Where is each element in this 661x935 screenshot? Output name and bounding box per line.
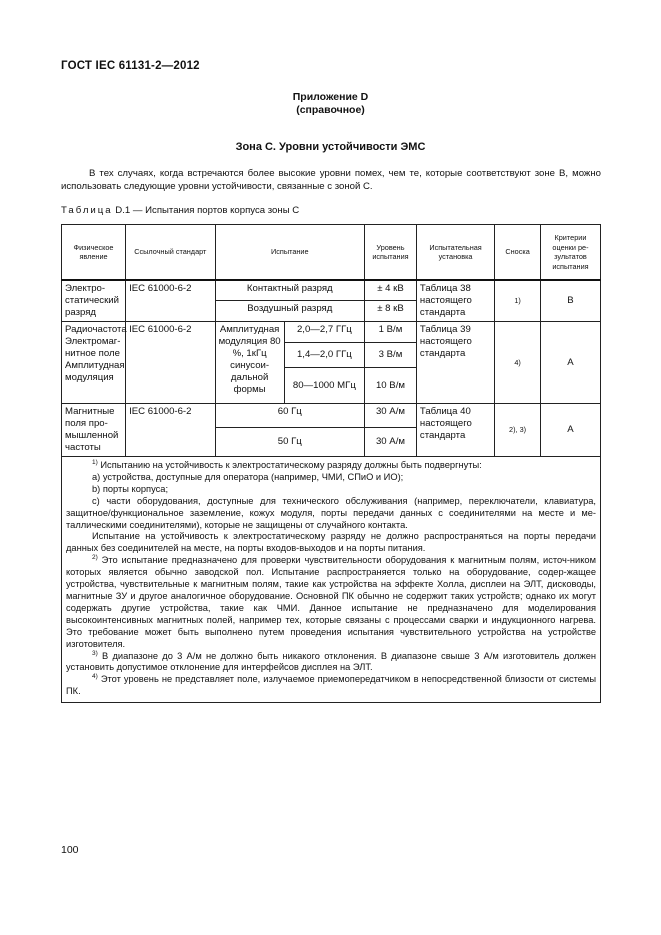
footnote-4-mark: 4) <box>92 673 98 681</box>
header-reference: Ссылочный стандарт <box>126 225 215 281</box>
appendix-heading <box>0 91 661 117</box>
esd-setup: Таблица 38 настоящего стандарта <box>416 280 494 322</box>
appendix-subtitle: (справочное) <box>296 104 365 116</box>
table-caption-text: D.1 — Испытания портов корпуса зоны С <box>112 205 300 216</box>
mf-frequency-1: 60 Гц <box>215 404 364 428</box>
footnote-1-note: Испытание на устойчивость к электростатическому разряду не должно распространяться на порты передачи данных без соединителей на месте, на порты входов-выходов и на порты питания. <box>66 531 596 554</box>
mf-criteria: А <box>540 404 600 457</box>
intro-paragraph <box>61 168 601 193</box>
rf-phenomenon: Радиочастота Электромаг-нитное поле Амплитудная модуляция <box>62 322 126 404</box>
table-row <box>62 280 601 300</box>
mf-setup: Таблица 40 настоящего стандарта <box>416 404 494 457</box>
footnote-1-text: Испытанию на устойчивость к электростатическому разряду должны быть подвергнуты: <box>97 460 482 470</box>
footnote-2 <box>66 555 596 650</box>
footnote-3 <box>66 651 596 675</box>
header-level: Уровень испытания <box>365 225 417 281</box>
rf-level-2: 3 В/м <box>365 343 417 368</box>
footnote-2-mark: 2) <box>92 554 98 562</box>
table-row <box>62 404 601 428</box>
footnote-2-text: Это испытание предназначено для проверки чувствительности оборудования к магнитным полям, источ-ником которых является обычно заводской пол. Испытание распространяется только на оборудование, содер-жащее устройства, чувствительные к магнитным полям, такие как устройства на эффекте Холла, дисплеи на ЭЛТ, дисководы, магнитные ЗУ и другое аналогичное оборудование. Основной ПК обычно не содержит таких устройств; однако их могут содержать другие устройства, такие как ЧМИ. Данное испытание не предназначено для моделирования высокоинтенсивных магнитных полей, например тех, которые связаны с процессами сварки и индукционного нагрева. Это требование может быть выполнено путем проведения испытания чувствительного устройства на устройстве изготовителя. <box>66 555 596 649</box>
mf-level-1: 30 А/м <box>365 404 417 428</box>
header-phenomenon: Физическое явление <box>62 225 126 281</box>
header-note: Сноска <box>495 225 541 281</box>
rf-reference: IEC 61000-6-2 <box>126 322 215 404</box>
rf-band-3: 80—1000 МГц <box>284 368 364 404</box>
emc-test-table <box>61 224 601 703</box>
footnotes-cell <box>62 457 601 703</box>
mf-frequency-2: 50 Гц <box>215 427 364 456</box>
footnote-4-text: Этот уровень не представляет поле, излучаемое приемопередатчиком в непосредственной близости от системы ПК. <box>66 674 596 697</box>
page-number: 100 <box>61 844 79 856</box>
esd-air-level: ± 8 кВ <box>365 300 417 321</box>
table-caption <box>61 205 299 216</box>
footnote-1-item-a: а) устройства, доступные для оператора (например, ЧМИ, СПиО и ИО); <box>92 471 404 482</box>
footnote-1-item-c: с) части оборудования, доступные для технического обслуживания (например, переключатели, клавиатура, защитное/функциональное заземление, кожух модуля, порты передачи данных с соединителями на месте и ме-таллическими соединителями), которые не защищены от случайного контакта. <box>66 495 596 530</box>
esd-criteria: В <box>540 280 600 322</box>
rf-setup: Таблица 39 настоящего стандарта <box>416 322 494 404</box>
table-footnotes-row <box>62 457 601 703</box>
section-title: Зона С. Уровни устойчивости ЭМС <box>235 141 426 153</box>
appendix-title: Приложение D <box>292 91 369 103</box>
rf-band-2: 1,4—2,0 ГГц <box>284 343 364 368</box>
footnote-3-text: В диапазоне до 3 А/м не должно быть никакого отклонения. В диапазоне свыше 3 А/м изготовитель должен установить допустимое отклонение для интерфейсов дисплея на ЭЛТ. <box>66 650 596 673</box>
intro-text: В тех случаях, когда встречаются более высокие уровни помех, чем те, которые соответствуют зоне В, можно использовать следующие уровни устойчивости, связанные с зоной С. <box>61 168 601 192</box>
rf-band-1: 2,0—2,7 ГГц <box>284 322 364 343</box>
esd-contact-test: Контактный разряд <box>215 280 364 300</box>
footnote-1 <box>66 460 596 472</box>
mf-level-2: 30 А/м <box>365 427 417 456</box>
rf-level-3: 10 В/м <box>365 368 417 404</box>
rf-criteria: А <box>540 322 600 404</box>
rf-modulation: Амплитудная модуляция 80 %, 1кГц синусои-дальной формы <box>215 322 284 404</box>
mf-phenomenon: Магнитные поля про-мышленной частоты <box>62 404 126 457</box>
esd-air-test: Воздушный разряд <box>215 300 364 321</box>
mf-reference: IEC 61000-6-2 <box>126 404 215 457</box>
header-setup: Испытательная установка <box>416 225 494 281</box>
esd-reference: IEC 61000-6-2 <box>126 280 215 322</box>
footnote-4 <box>66 674 596 698</box>
footnote-3-mark: 3) <box>92 649 98 657</box>
esd-note: 1) <box>495 280 541 322</box>
document-header: ГОСТ IEC 61131-2—2012 <box>61 60 200 72</box>
table-header-row <box>62 225 601 281</box>
header-criteria: Критерии оценки ре-зультатов испытания <box>540 225 600 281</box>
rf-level-1: 1 В/м <box>365 322 417 343</box>
table-caption-label: Таблица <box>61 205 113 216</box>
table-row <box>62 322 601 343</box>
rf-note: 4) <box>495 322 541 404</box>
footnote-1-item-b: b) порты корпуса; <box>92 483 169 494</box>
esd-contact-level: ± 4 кВ <box>365 280 417 300</box>
esd-phenomenon: Электро-статический разряд <box>62 280 126 322</box>
header-test: Испытание <box>215 225 364 281</box>
footnote-1-mark: 1) <box>92 459 98 466</box>
mf-note: 2), 3) <box>495 404 541 457</box>
